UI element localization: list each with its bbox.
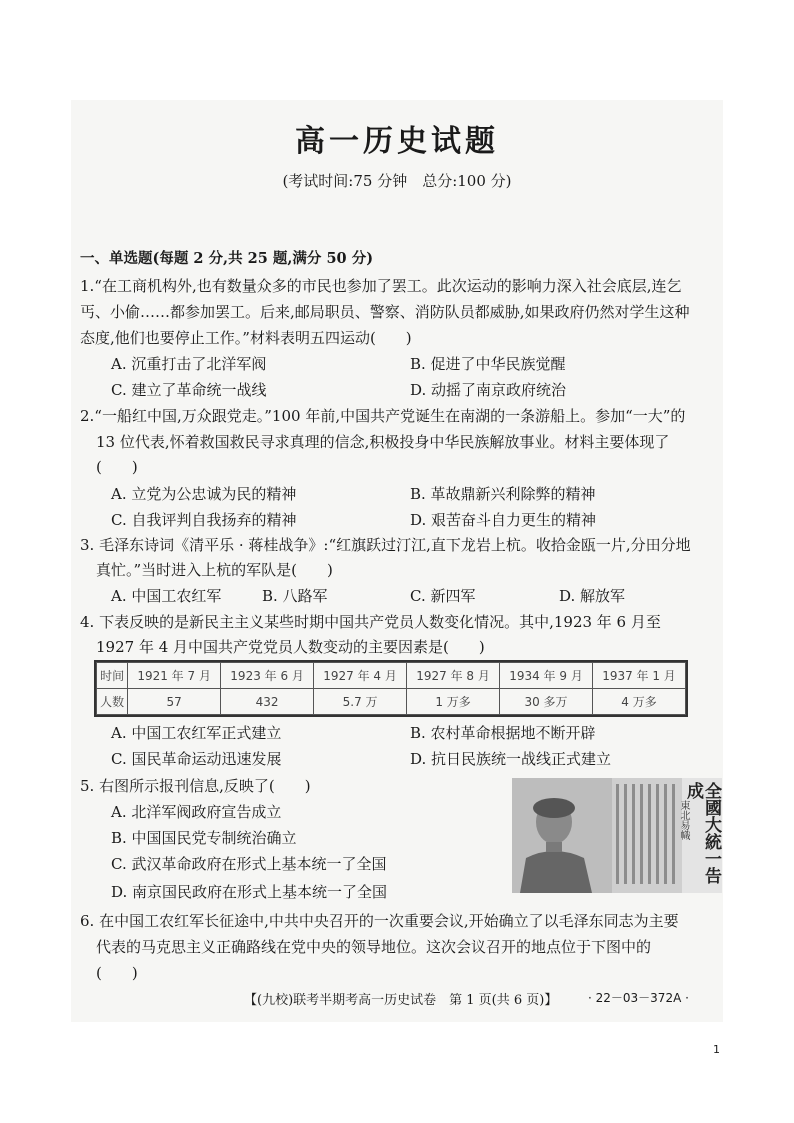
- q4-stem-line2: 1927 年 4 月中国共产党党员人数变动的主要因素是( ): [96, 638, 485, 656]
- q6-stem-line3: ( ): [96, 964, 138, 982]
- q5-option-d[interactable]: D. 南京国民政府在形式上基本统一了全国: [111, 883, 388, 901]
- table-cell: 432: [221, 689, 314, 715]
- q5-option-b[interactable]: B. 中国国民党专制统治确立: [111, 829, 297, 847]
- q2-stem-line3: ( ): [96, 458, 138, 476]
- q1-option-a[interactable]: A. 沉重打击了北洋军阀: [111, 355, 267, 373]
- q5-option-a[interactable]: A. 北洋军阀政府宣告成立: [111, 803, 282, 821]
- q4-option-c[interactable]: C. 国民革命运动迅速发展: [111, 750, 282, 768]
- q1-option-b[interactable]: B. 促进了中华民族觉醒: [410, 355, 566, 373]
- newspaper-photo: [512, 778, 722, 893]
- q3-option-c[interactable]: C. 新四军: [410, 587, 476, 605]
- table-cell: 1923 年 6 月: [221, 663, 314, 689]
- q3-stem-line2: 真忙。”当时进入上杭的军队是( ): [96, 561, 333, 579]
- section-heading: 一、单选题(每题 2 分,共 25 题,满分 50 分): [80, 250, 374, 267]
- q2-stem-line1: 2.“一船红中国,万众跟党走。”100 年前,中国共产党诞生在南湖的一条游船上。参加“一大”的: [80, 407, 686, 425]
- q5-stem: 5. 右图所示报刊信息,反映了( ): [80, 777, 311, 795]
- q1-stem-line2: 丐、小偷……都参加罢工。后来,邮局职员、警察、消防队员都威胁,如果政府仍然对学生这种: [80, 303, 690, 321]
- page-footer: 【(九校)联考半期考高一历史试卷 第 1 页(共 6 页)】: [244, 993, 558, 1008]
- q4-stem-line1: 4. 下表反映的是新民主主义某些时期中国共产党员人数变化情况。其中,1923 年 6 月至: [80, 613, 661, 631]
- q5-option-c[interactable]: C. 武汉革命政府在形式上基本统一了全国: [111, 855, 387, 873]
- party-membership-table: [96, 662, 686, 715]
- table-cell: 4 万多: [593, 689, 686, 715]
- q1-option-d[interactable]: D. 动摇了南京政府统治: [410, 381, 567, 399]
- q6-stem-line2: 代表的马克思主义正确路线在党中央的领导地位。这次会议召开的地点位于下图中的: [96, 938, 652, 956]
- newspaper-subhead: 東北易幟: [678, 800, 689, 840]
- table-cell: 时间: [97, 663, 128, 689]
- q3-option-b[interactable]: B. 八路军: [262, 587, 328, 605]
- page-title: 高一历史试题: [295, 124, 499, 159]
- table-cell: 57: [128, 689, 221, 715]
- q2-option-c[interactable]: C. 自我评判自我扬弃的精神: [111, 511, 297, 529]
- q1-stem-line3: 态度,他们也要停止工作。”材料表明五四运动( ): [80, 329, 412, 347]
- table-cell: 1921 年 7 月: [128, 663, 221, 689]
- q4-option-a[interactable]: A. 中国工农红军正式建立: [111, 724, 282, 742]
- q1-stem-line1: 1.“在工商机构外,也有数量众多的市民也参加了罢工。此次运动的影响力深入社会底层,连乞: [80, 277, 682, 295]
- q3-stem-line1: 3. 毛泽东诗词《清平乐 · 蒋桂战争》:“红旗跃过汀江,直下龙岩上杭。收拾金瓯一片,分田分地: [80, 536, 691, 554]
- table-cell: 1927 年 4 月: [314, 663, 407, 689]
- table-cell: 1 万多: [407, 689, 500, 715]
- q2-option-b[interactable]: B. 革故鼎新兴利除弊的精神: [410, 485, 596, 503]
- table-row: [97, 689, 686, 715]
- q3-option-a[interactable]: A. 中国工农红军: [111, 587, 222, 605]
- table-header-row: [97, 663, 686, 689]
- exam-info: (考试时间:75 分钟 总分:100 分): [282, 172, 512, 190]
- q1-option-c[interactable]: C. 建立了革命统一战线: [111, 381, 267, 399]
- table-cell: 1934 年 9 月: [500, 663, 593, 689]
- q2-option-d[interactable]: D. 艰苦奋斗自力更生的精神: [410, 511, 597, 529]
- table-cell: 1927 年 8 月: [407, 663, 500, 689]
- table-cell: 1937 年 1 月: [593, 663, 686, 689]
- q6-stem-line1: 6. 在中国工农红军长征途中,中共中央召开的一次重要会议,开始确立了以毛泽东同志为主要: [80, 912, 679, 930]
- exam-code: · 22－03－372A ·: [588, 991, 689, 1005]
- q2-option-a[interactable]: A. 立党为公忠诚为民的精神: [111, 485, 297, 503]
- q2-stem-line2: 13 位代表,怀着救国救民寻求真理的信念,积极投身中华民族解放事业。材料主要体现了: [96, 433, 670, 451]
- q4-option-b[interactable]: B. 农村革命根据地不断开辟: [410, 724, 596, 742]
- table-cell: 30 多万: [500, 689, 593, 715]
- table-cell: 5.7 万: [314, 689, 407, 715]
- table-cell: 人数: [97, 689, 128, 715]
- newspaper-headline: 全國大統一告成: [683, 782, 721, 884]
- q4-option-d[interactable]: D. 抗日民族统一战线正式建立: [410, 750, 612, 768]
- q3-option-d[interactable]: D. 解放军: [559, 587, 626, 605]
- page-number: 1: [713, 1043, 720, 1056]
